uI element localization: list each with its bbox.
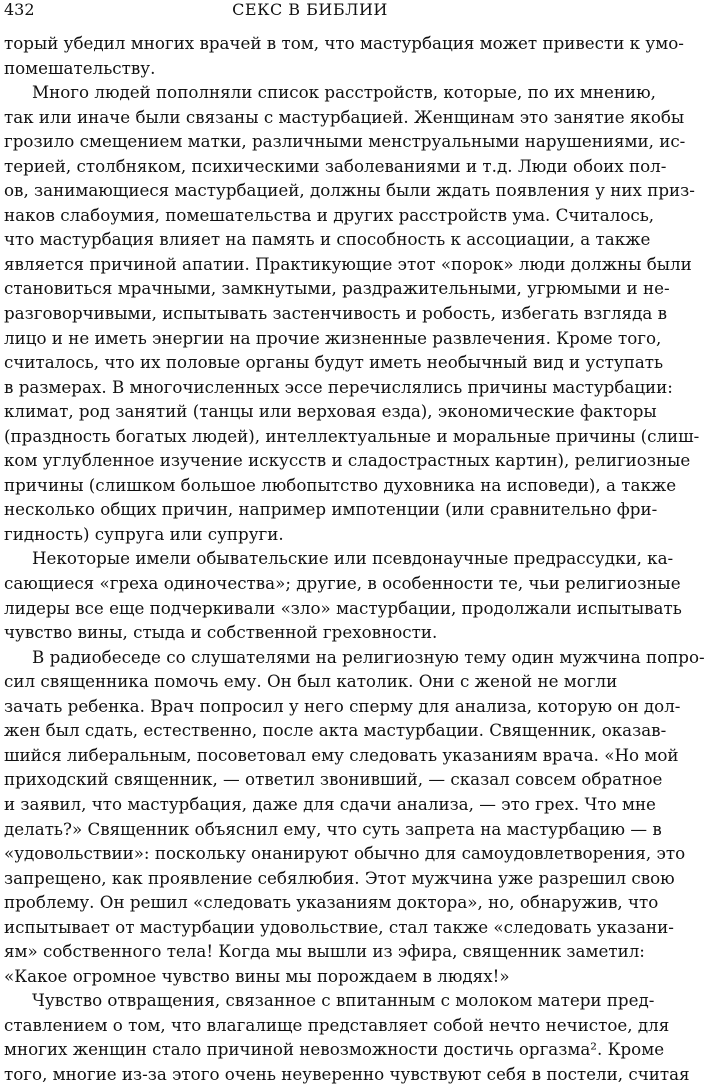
text-line: многих женщин стало причиной невозможности достичь оргазма². Кроме [4, 1039, 665, 1060]
text-line: проблему. Он решил «следовать указаниям доктора», но, обнаружив, что [4, 892, 659, 913]
text-line: сающиеся «греха одиночества»; другие, в особенности те, чьи религиозные [4, 573, 681, 594]
text-line: «удовольствии»: поскольку онанируют обычно для самоудовлетворения, это [4, 843, 686, 864]
text-line: лицо и не иметь энергии на прочие жизненные развлечения. Кроме того, [4, 327, 662, 348]
text-line: чувство вины, стыда и собственной греховности. [4, 622, 438, 643]
text-line: гидность) супруга или супруги. [4, 523, 284, 544]
text-line: того, многие из-за этого очень неуверенно чувствуют себя в постели, считая [4, 1063, 690, 1084]
text-line: что мастурбация влияет на память и способность к ассоциации, а также [4, 229, 651, 250]
text-line: разговорчивыми, испытывать застенчивость и робость, избегать взгляда в [4, 303, 668, 324]
text-line: Много людей пополняли список расстройств, которые, по их мнению, [32, 82, 656, 103]
body-text [4, 31, 705, 1087]
text-line: и заявил, что мастурбация, даже для сдачи анализа, — это грех. Что мне [4, 793, 656, 814]
text-line: торый убедил многих врачей в том, что мастурбация может привести к умо- [4, 33, 684, 53]
text-line: сил священника помочь ему. Он был католик. Они с женой не могли [4, 671, 618, 692]
text-line: шийся либеральным, посоветовал ему следовать указаниям врача. «Но мой [4, 744, 679, 765]
page-header [4, 0, 616, 22]
running-title: СЕКС В БИБЛИИ [232, 0, 388, 19]
text-line: наков слабоумия, помешательства и других расстройств ума. Считалось, [4, 204, 655, 225]
text-line: испытывает от мастурбации удовольствие, стал также «следовать указани- [4, 916, 674, 937]
text-line: ям» собственного тела! Когда мы вышли из эфира, священник заметил: [4, 941, 645, 962]
text-line: помешательству. [4, 57, 156, 78]
text-line: приходский священник, — ответил звонивший, — сказал совсем обратное [4, 769, 663, 790]
text-line: является причиной апатии. Практикующие этот «порок» люди должны были [4, 253, 692, 274]
text-line: несколько общих причин, например импотенции (или сравнительно фри- [4, 499, 658, 520]
text-line: причины (слишком большое любопытство духовника на исповеди), а также [4, 474, 677, 495]
text-line: климат, род занятий (танцы или верховая езда), экономические факторы [4, 401, 657, 422]
text-line: жен был сдать, естественно, после акта мастурбации. Священник, оказав- [4, 720, 667, 741]
text-line: делать?» Священник объяснил ему, что суть запрета на мастурбацию — в [4, 818, 662, 839]
text-line: лидеры все еще подчеркивали «зло» мастурбации, продолжали испытывать [4, 597, 682, 618]
text-line: так или иначе были связаны с мастурбацией. Женщинам это занятие якобы [4, 106, 685, 127]
text-line: грозило смещением матки, различными менструальными нарушениями, ис- [4, 131, 686, 152]
text-line: В радиобеседе со слушателями на религиозную тему один мужчина попро- [32, 646, 705, 667]
page-number: 432 [4, 0, 35, 19]
text-line: становиться мрачными, замкнутыми, раздражительными, угрюмыми и не- [4, 278, 670, 299]
text-line: зачать ребенка. Врач попросил у него сперму для анализа, которую он дол- [4, 695, 681, 716]
text-line: терией, столбняком, психическими заболеваниями и т.д. Люди обоих пол- [4, 155, 667, 176]
text-line: Некоторые имели обывательские или псевдонаучные предрассудки, ка- [32, 548, 674, 569]
text-line: ставлением о том, что влагалище представляет собой нечто нечистое, для [4, 1014, 670, 1035]
text-line: (праздность богатых людей), интеллектуальные и моральные причины (слиш- [4, 425, 700, 446]
text-line: «Какое огромное чувство вины мы порождаем в людях!» [4, 965, 510, 986]
text-line: считалось, что их половые органы будут иметь необычный вид и уступать [4, 352, 664, 373]
text-line: ком углубленное изучение искусств и сладострастных картин), религиозные [4, 450, 691, 471]
text-line: в размерах. В многочисленных эссе перечислялись причины мастурбации: [4, 376, 673, 397]
text-line: запрещено, как проявление себялюбия. Этот мужчина уже разрешил свою [4, 867, 675, 888]
text-line: ов, занимающиеся мастурбацией, должны были ждать появления у них приз- [4, 180, 695, 201]
text-line: Чувство отвращения, связанное с впитанным с молоком матери пред- [32, 990, 655, 1011]
